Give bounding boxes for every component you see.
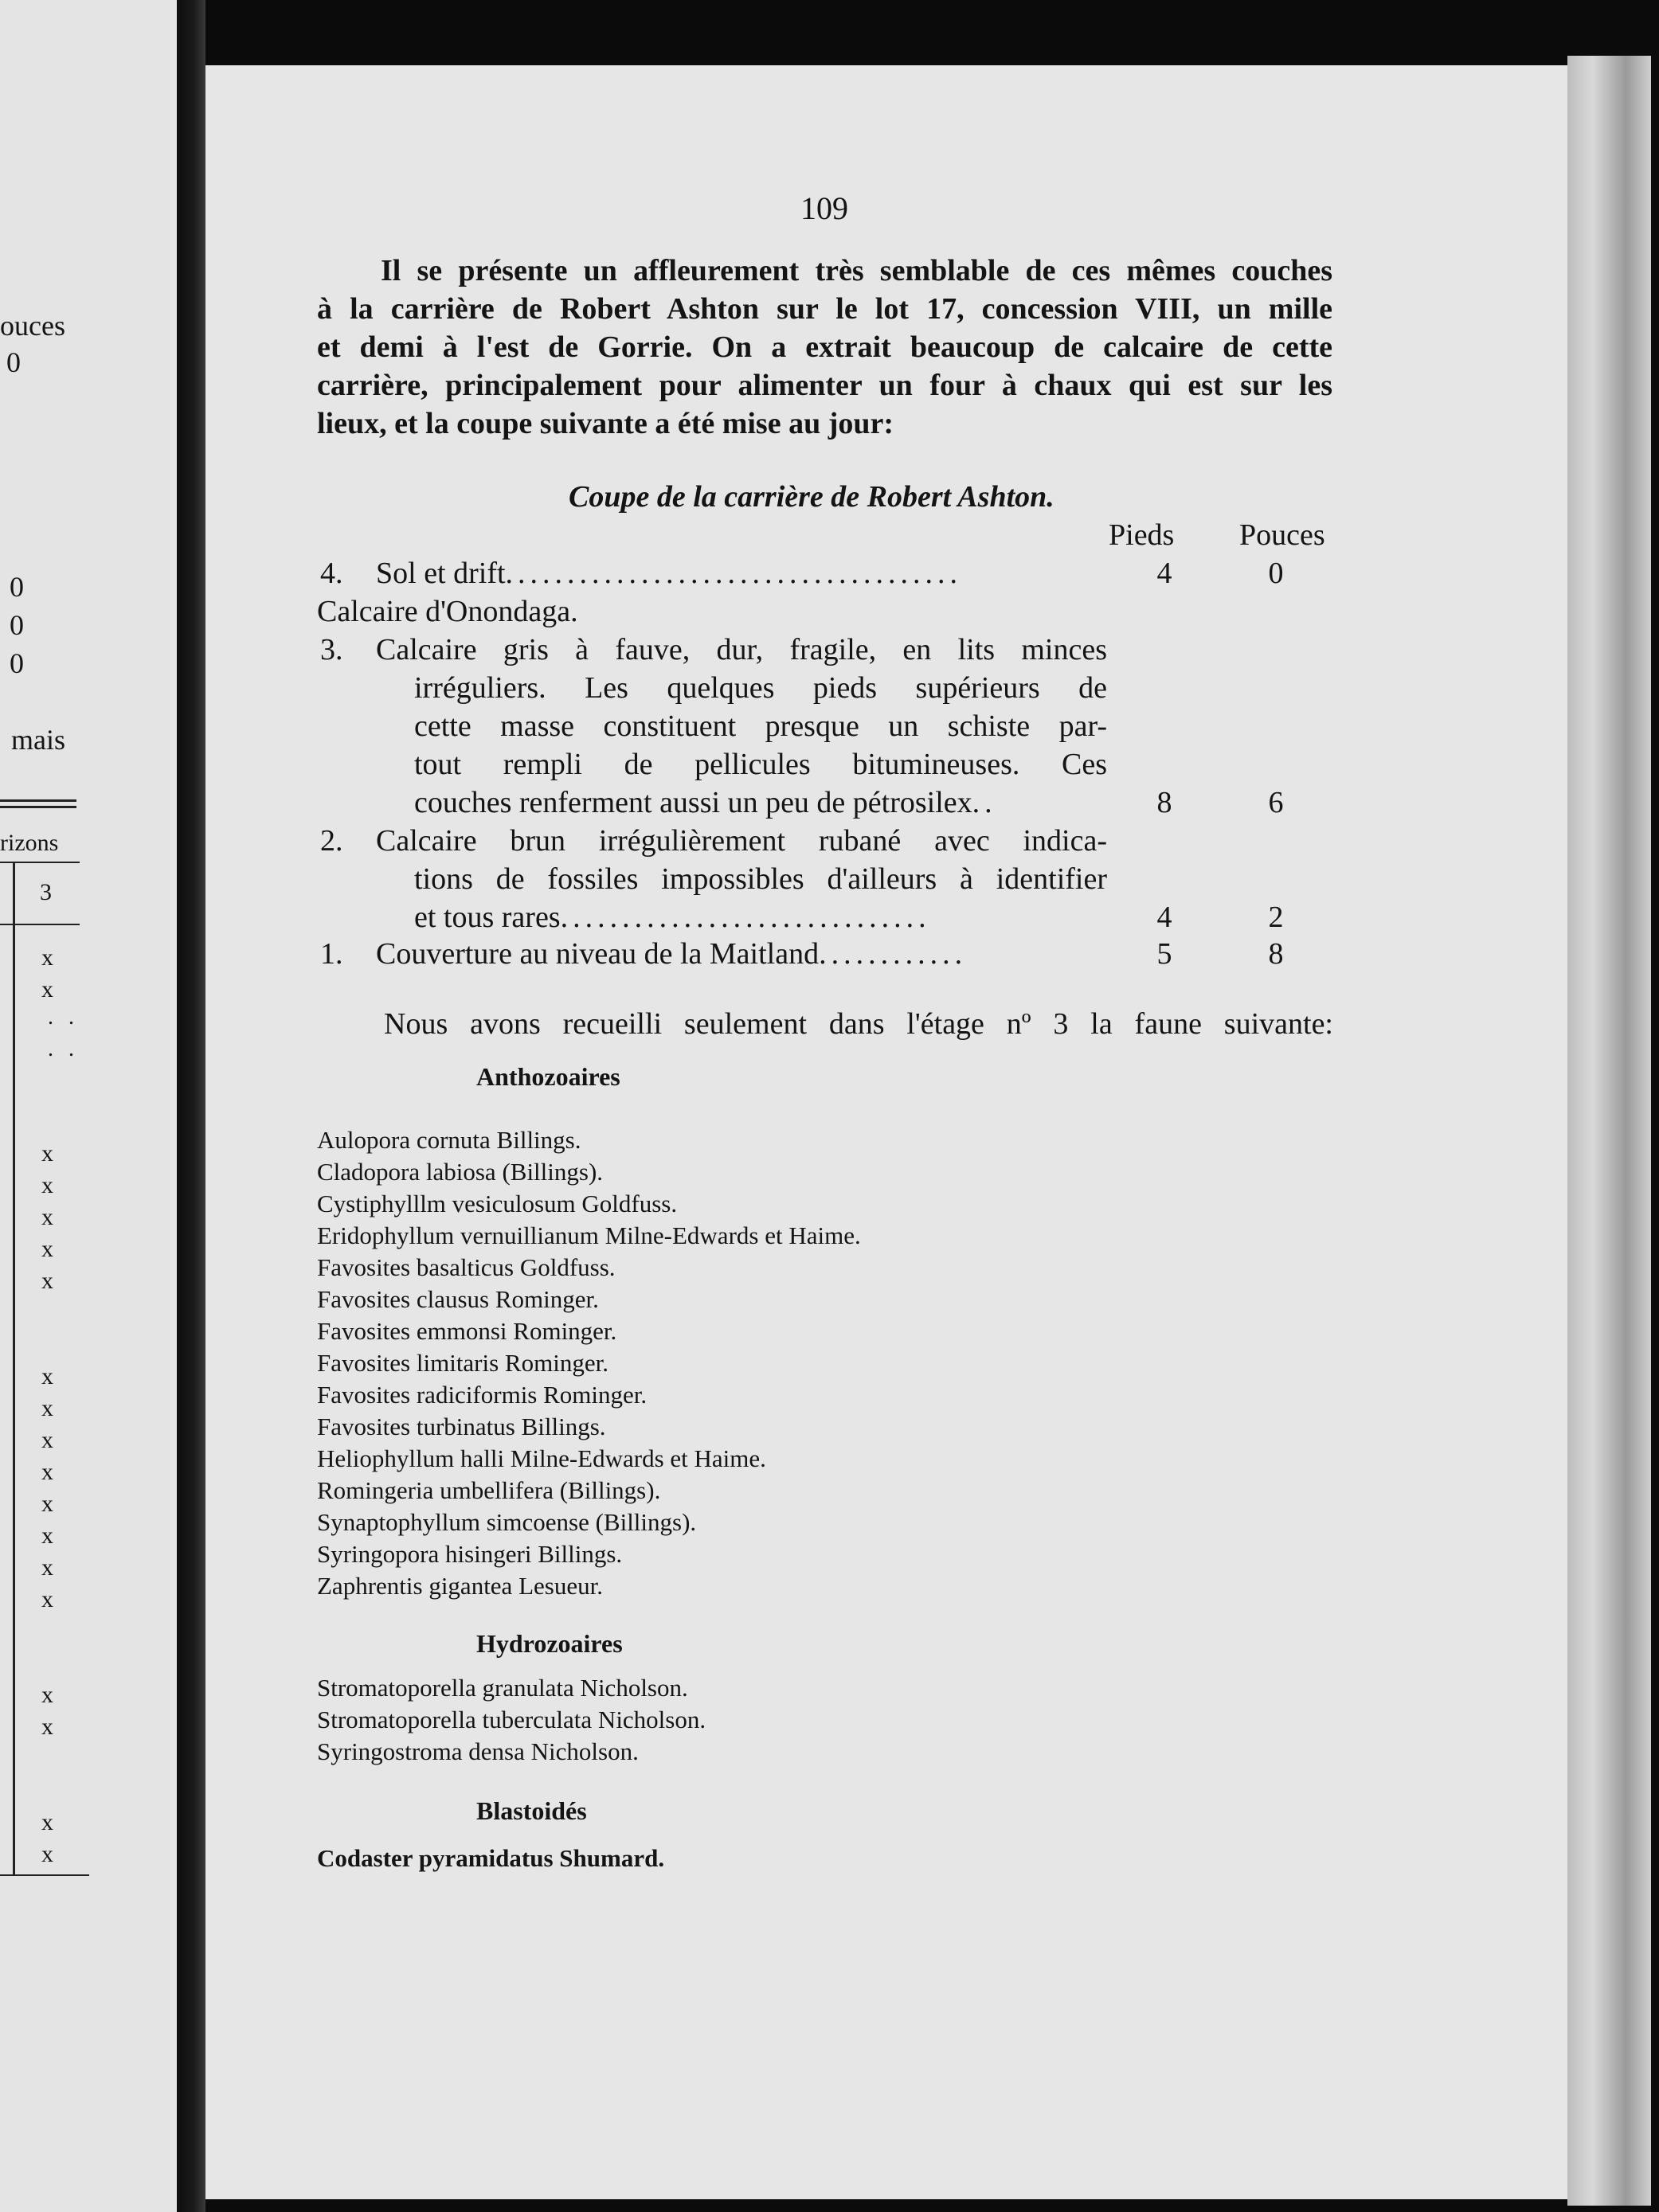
species-item: Zaphrentis gigantea Lesueur.	[317, 1572, 603, 1600]
left-mark: x	[41, 1268, 53, 1294]
species-item: Favosites turbinatus Billings.	[317, 1413, 606, 1440]
left-mark: x	[41, 1204, 53, 1230]
left-mark: x	[41, 1172, 53, 1198]
inches-value: 2	[1268, 901, 1284, 934]
species-item: Cladopora labiosa (Billings).	[317, 1158, 604, 1186]
row-text: cette masse constituent presque un schiste par-	[414, 709, 1107, 743]
species-item: Cystiphylllm vesiculosum Goldfuss.	[317, 1190, 678, 1217]
page-number: 109	[800, 190, 848, 226]
species-item: Aulopora cornuta Billings.	[317, 1126, 581, 1154]
species-item: Syringopora hisingeri Billings.	[317, 1540, 623, 1568]
fauna-intro: Nous avons recueilli seulement dans l'étage nº 3 la faune suivante:	[384, 1007, 1333, 1041]
row-text: couches renferment aussi un peu de pétrosilex..	[414, 786, 997, 819]
row-text: et tous rares..............................	[414, 901, 931, 934]
left-fragment-text: ouces	[0, 310, 65, 342]
left-table-vrule	[13, 863, 15, 1874]
group-title: Hydrozoaires	[476, 1629, 623, 1658]
paragraph-line: à la carrière de Robert Ashton sur le lot 17, concession VIII, un mille	[317, 292, 1332, 326]
left-fragment-text: 0	[10, 609, 24, 641]
row-text: Couverture au niveau de la Maitland............	[376, 937, 968, 971]
species-item: Syringostroma densa Nicholson.	[317, 1737, 639, 1765]
left-fragment-text: 3	[40, 879, 52, 905]
feet-value: 8	[1156, 786, 1172, 819]
left-fragment-text: mais	[11, 724, 65, 756]
row-text: Calcaire d'Onondaga.	[317, 595, 578, 628]
left-mark: x	[41, 1459, 53, 1485]
species-item: Heliophyllum halli Milne-Edwards et Haime.	[317, 1444, 766, 1472]
row-number: 4.	[320, 557, 343, 590]
book-gutter	[177, 0, 205, 2212]
left-table-rule	[0, 799, 76, 802]
book-page-edges	[1567, 56, 1651, 2206]
paragraph-line: Il se présente un affleurement très semblable de ces mêmes couches	[381, 254, 1332, 287]
left-mark: x	[41, 1554, 53, 1581]
left-mark: x	[41, 1809, 53, 1835]
left-mark: x	[41, 1522, 53, 1549]
row-number: 1.	[320, 937, 343, 971]
row-text: Calcaire gris à fauve, dur, fragile, en lits minces	[376, 633, 1107, 666]
paragraph-line: carrière, principalement pour alimenter un four à chaux qui est sur les	[317, 369, 1332, 402]
left-mark: x	[41, 1682, 53, 1708]
left-table-rule	[0, 924, 80, 925]
left-table-rule	[0, 862, 80, 863]
feet-value: 4	[1156, 557, 1172, 590]
row-number: 3.	[320, 633, 343, 666]
species-item: Favosites clausus Rominger.	[317, 1285, 599, 1313]
row-text: tout rempli de pellicules bitumineuses. Ces	[414, 748, 1107, 781]
row-text: Calcaire brun irrégulièrement rubané avec indica-	[376, 824, 1107, 858]
left-fragment-text: 0	[6, 346, 21, 378]
inches-value: 6	[1268, 786, 1284, 819]
left-leader-dots: . .	[48, 1005, 79, 1030]
row-text: Sol et drift.....................................	[376, 557, 963, 590]
inches-value: 8	[1268, 937, 1284, 971]
species-item: Stromatoporella tuberculata Nicholson.	[317, 1706, 706, 1733]
species-item: Romingeria umbellifera (Billings).	[317, 1476, 661, 1504]
left-mark: x	[41, 1395, 53, 1421]
feet-value: 5	[1156, 937, 1172, 971]
left-mark: x	[41, 1841, 53, 1867]
left-leader-dots: . .	[48, 1037, 79, 1061]
left-mark: x	[41, 1140, 53, 1167]
feet-value: 4	[1156, 901, 1172, 934]
species-item: Favosites radiciformis Rominger.	[317, 1381, 648, 1409]
column-header-feet: Pieds	[1109, 518, 1175, 552]
column-header-inches: Pouces	[1239, 518, 1325, 552]
inches-value: 0	[1268, 557, 1284, 590]
left-fragment-text: 0	[10, 647, 24, 679]
species-item: Favosites emmonsi Rominger.	[317, 1317, 617, 1345]
species-item: Synaptophyllum simcoense (Billings).	[317, 1508, 697, 1536]
left-table-rule	[0, 1874, 89, 1876]
left-mark: x	[41, 1586, 53, 1612]
left-mark: x	[41, 976, 53, 1002]
species-item: Favosites basalticus Goldfuss.	[317, 1253, 616, 1281]
group-title: Blastoidés	[476, 1796, 587, 1825]
paragraph-line: et demi à l'est de Gorrie. On a extrait beaucoup de calcaire de cette	[317, 330, 1332, 364]
group-title: Anthozoaires	[476, 1062, 620, 1091]
species-item: Eridophyllum vernuillianum Milne-Edwards et Haime.	[317, 1221, 861, 1249]
species-item: Stromatoporella granulata Nicholson.	[317, 1674, 688, 1702]
left-mark: x	[41, 1427, 53, 1453]
left-mark: x	[41, 1491, 53, 1517]
left-mark: x	[41, 944, 53, 971]
left-fragment-text: 0	[10, 571, 24, 603]
row-text: irréguliers. Les quelques pieds supérieurs de	[414, 671, 1107, 705]
row-text: tions de fossiles impossibles d'ailleurs à identifier	[414, 862, 1107, 896]
row-number: 2.	[320, 824, 343, 858]
left-mark: x	[41, 1714, 53, 1740]
left-facing-page	[0, 0, 177, 2212]
left-fragment-text: rizons	[0, 830, 59, 856]
species-item: Favosites limitaris Rominger.	[317, 1349, 608, 1377]
paragraph-line: lieux, et la coupe suivante a été mise au jour:	[317, 407, 894, 440]
left-table-rule	[0, 806, 76, 808]
left-mark: x	[41, 1363, 53, 1389]
left-mark: x	[41, 1236, 53, 1262]
section-title: Coupe de la carrière de Robert Ashton.	[569, 480, 1054, 514]
species-item: Codaster pyramidatus Shumard.	[317, 1844, 665, 1872]
